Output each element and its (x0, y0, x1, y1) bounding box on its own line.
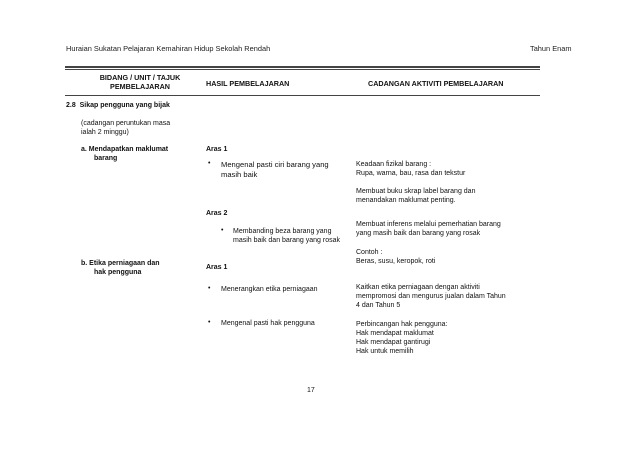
section-name: Sikap pengguna yang bijak (79, 102, 170, 109)
activity-6 (356, 320, 447, 356)
activity-3-line1: Membuat inferens melalui pemerhatian barang (356, 221, 501, 228)
level-1-heading-b: Aras 1 (206, 264, 228, 271)
activity-5-line3: 4 dan Tahun 5 (356, 302, 401, 309)
document-header-grade: Tahun Enam (530, 44, 572, 53)
column-header-topic-line2: PEMBELAJARAN (110, 82, 170, 91)
outcome-item-3: Menerangkan etika perniagaan (221, 286, 318, 293)
outcome-item-2-line2: masih baik dan barang yang rosak (233, 237, 341, 244)
activity-1 (356, 160, 465, 178)
section-time-note (81, 119, 170, 137)
topic-b-label-line1: b. Etika perniagaan dan (81, 260, 160, 267)
table-header-bottom-rule (65, 95, 540, 96)
activity-3 (356, 220, 501, 238)
activity-4-line1: Contoh : (356, 249, 383, 256)
activity-1-line2: Rupa, warna, bau, rasa dan tekstur (356, 170, 466, 177)
table-top-rule (65, 66, 540, 68)
activity-4 (356, 248, 435, 266)
bullet-icon: • (208, 285, 211, 292)
activity-3-line2: yang masih baik dan barang yang rosak (356, 230, 481, 237)
document-header-title: Huraian Sukatan Pelajaran Kemahiran Hidup Sekolah Rendah (66, 44, 271, 53)
column-header-outcomes: HASIL PEMBELAJARAN (206, 79, 290, 88)
bullet-icon: • (208, 160, 211, 167)
topic-a-label (81, 145, 168, 163)
level-1-heading-a: Aras 1 (206, 146, 228, 153)
bullet-icon: • (221, 227, 224, 234)
topic-b-label (81, 259, 160, 277)
column-header-activities: CADANGAN AKTIVITI PEMBELAJARAN (368, 79, 504, 88)
outcome-item-1-line1: Mengenal pasti ciri barang yang (221, 160, 329, 169)
activity-4-line2: Beras, susu, keropok, roti (356, 258, 436, 265)
activity-2-line2: menandakan maklumat penting. (356, 197, 456, 204)
activity-5-line1: Kaitkan etika perniagaan dengan aktiviti (356, 284, 480, 291)
section-time-note-line2: ialah 2 minggu) (81, 129, 129, 136)
outcome-item-2-line1: Membanding beza barang yang (233, 228, 332, 235)
level-2-heading: Aras 2 (206, 210, 228, 217)
table-top-rule-thin (65, 69, 540, 70)
topic-a-label-line1: a. Mendapatkan maklumat (81, 146, 169, 153)
column-header-topic-line1: BIDANG / UNIT / TAJUK (99, 73, 181, 82)
activity-5-line2: mempromosi dan mengurus jualan dalam Tahun (356, 293, 506, 300)
activity-6-line3: Hak mendapat gantirugi (356, 339, 431, 346)
activity-6-line4: Hak untuk memilih (356, 348, 414, 355)
activity-2 (356, 187, 475, 205)
activity-6-line2: Hak mendapat maklumat (356, 330, 434, 337)
outcome-item-1 (221, 160, 329, 180)
section-number: 2.8 (66, 102, 76, 109)
activity-1-line1: Keadaan fizikal barang : (356, 161, 432, 168)
column-header-topic (80, 73, 200, 91)
activity-6-line1: Perbincangan hak pengguna: (356, 321, 448, 328)
topic-a-label-line2: barang (94, 155, 118, 162)
bullet-icon: • (208, 319, 211, 326)
section-title (66, 101, 170, 110)
activity-5 (356, 283, 506, 310)
outcome-item-2 (233, 227, 340, 245)
section-time-note-line1: (cadangan peruntukan masa (81, 120, 171, 127)
topic-b-label-line2: hak pengguna (94, 269, 142, 276)
outcome-item-4: Mengenal pasti hak pengguna (221, 320, 315, 327)
activity-2-line1: Membuat buku skrap label barang dan (356, 188, 476, 195)
page-number: 17 (307, 387, 315, 394)
outcome-item-1-line2: masih baik (221, 170, 258, 179)
